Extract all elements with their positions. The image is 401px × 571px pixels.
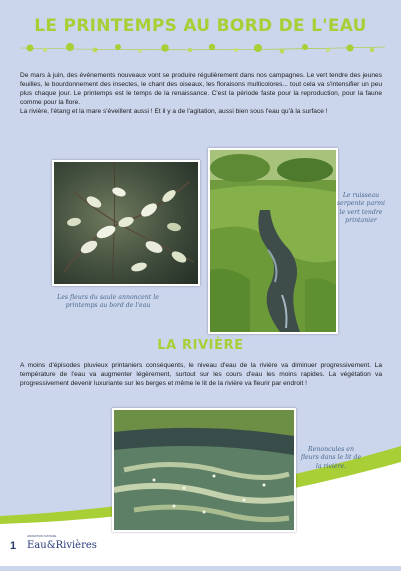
river-buttercups-photo xyxy=(112,408,296,532)
eau-et-rivieres-logo xyxy=(27,534,107,560)
page-title: LE PRINTEMPS AU BORD DE L'EAU xyxy=(34,16,367,36)
intro-text xyxy=(20,72,382,116)
stream-meadow-photo xyxy=(208,148,338,334)
decorative-dots xyxy=(0,38,401,58)
section-title: LA RIVIÈRE xyxy=(157,338,244,353)
willow-caption: Les fleurs du saule annoncent le printemps au bord de l'eau xyxy=(57,294,159,310)
river-caption: Renoncules en fleurs dans le lit de la rivière. xyxy=(300,446,362,470)
intro-paragraph: De mars à juin, des événements nouveaux vont se produire régulièrement dans nos campagnes. Le vert tendre des jeunes feuilles, le bourdonnement des insectes, le chant des oiseaux, les floraisons multicolores... tout cela va s'intensifier un peu plus chaque jour. Le printemps est le temps de la renaissance. C'est la période faste pour la reproduction, pour la faune comme pour la flore. xyxy=(20,72,382,106)
willow-catkins-photo xyxy=(52,160,200,286)
section-text: A moins d'épisodes pluvieux printaniers conséquents, le niveau d'eau de la rivière va diminuer progressivement. La température de l'eau va augmenter légèrement, surtout sur les cours d'eau les moins rapides. La végétation va progressivement devenir luxuriante sur les berges et même le lit de la rivière va fleurir par endroit ! xyxy=(20,362,382,387)
intro-paragraph: La rivière, l'étang et la mare s'éveillent aussi ! Et il y a de l'agitation, aussi bien sous l'eau qu'à la surface ! xyxy=(20,107,328,115)
logo-tagline: ANIMATION NATURE xyxy=(27,534,57,538)
logo-text: Eau&Rivières xyxy=(27,540,97,551)
stream-caption: Le ruisseau serpente parmi le vert tendre printanier xyxy=(337,192,385,225)
page-number: 1 xyxy=(10,540,17,552)
